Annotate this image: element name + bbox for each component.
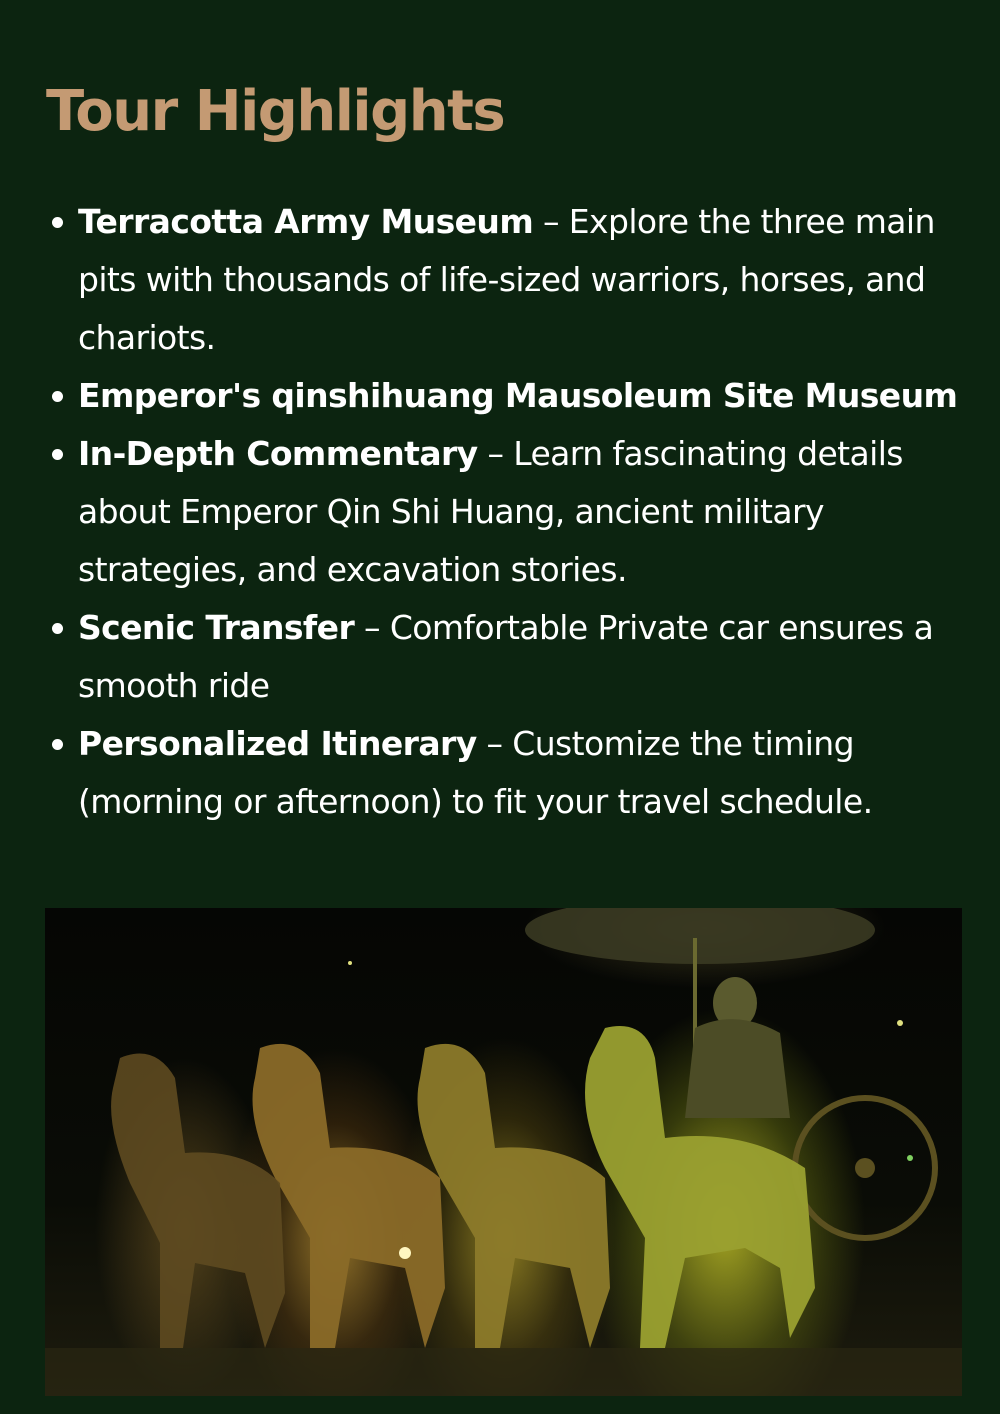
bullet-icon — [52, 217, 63, 228]
bullet-icon — [52, 623, 63, 634]
highlight-description: – Learn fascinating details about Emperor Qin Shi Huang, ancient military strategies, and excavation stories. — [78, 434, 903, 589]
bullet-icon — [52, 449, 63, 460]
bullet-icon — [52, 391, 63, 402]
highlight-item-in-depth-commentary — [78, 425, 958, 599]
highlight-description: – Customize the timing (morning or afternoon) to fit your travel schedule. — [78, 724, 873, 821]
highlight-item-terracotta-army-museum — [78, 193, 958, 367]
charioteer-body — [685, 1019, 790, 1118]
bronze-chariot-illustration — [45, 908, 962, 1396]
bullet-icon — [52, 739, 63, 750]
highlight-title: In-Depth Commentary — [78, 434, 478, 473]
highlight-title: Emperor's qinshihuang Mausoleum Site Museum — [78, 376, 958, 415]
highlight-description: – Explore the three main pits with thousands of life-sized warriors, horses, and chariots. — [78, 202, 935, 357]
light-dot — [897, 1020, 903, 1026]
highlights-list — [78, 193, 958, 831]
light-dot — [348, 961, 352, 965]
wheel-hub — [855, 1158, 875, 1178]
highlight-item-scenic-transfer — [78, 599, 958, 715]
canopy-shape — [525, 908, 875, 964]
floor — [45, 1348, 962, 1396]
highlight-description: – Comfortable Private car ensures a smooth ride — [78, 608, 934, 705]
highlight-item-personalized-itinerary — [78, 715, 958, 831]
highlight-title: Personalized Itinerary — [78, 724, 477, 763]
highlight-item-mausoleum-site-museum — [78, 367, 958, 425]
highlight-title: Terracotta Army Museum — [78, 202, 534, 241]
highlight-title: Scenic Transfer — [78, 608, 355, 647]
light-glare — [399, 1247, 411, 1259]
horse-2 — [418, 1044, 611, 1348]
page-title: Tour Highlights — [46, 79, 505, 144]
light-dot — [907, 1155, 913, 1161]
bronze-chariot-photo — [45, 908, 962, 1396]
